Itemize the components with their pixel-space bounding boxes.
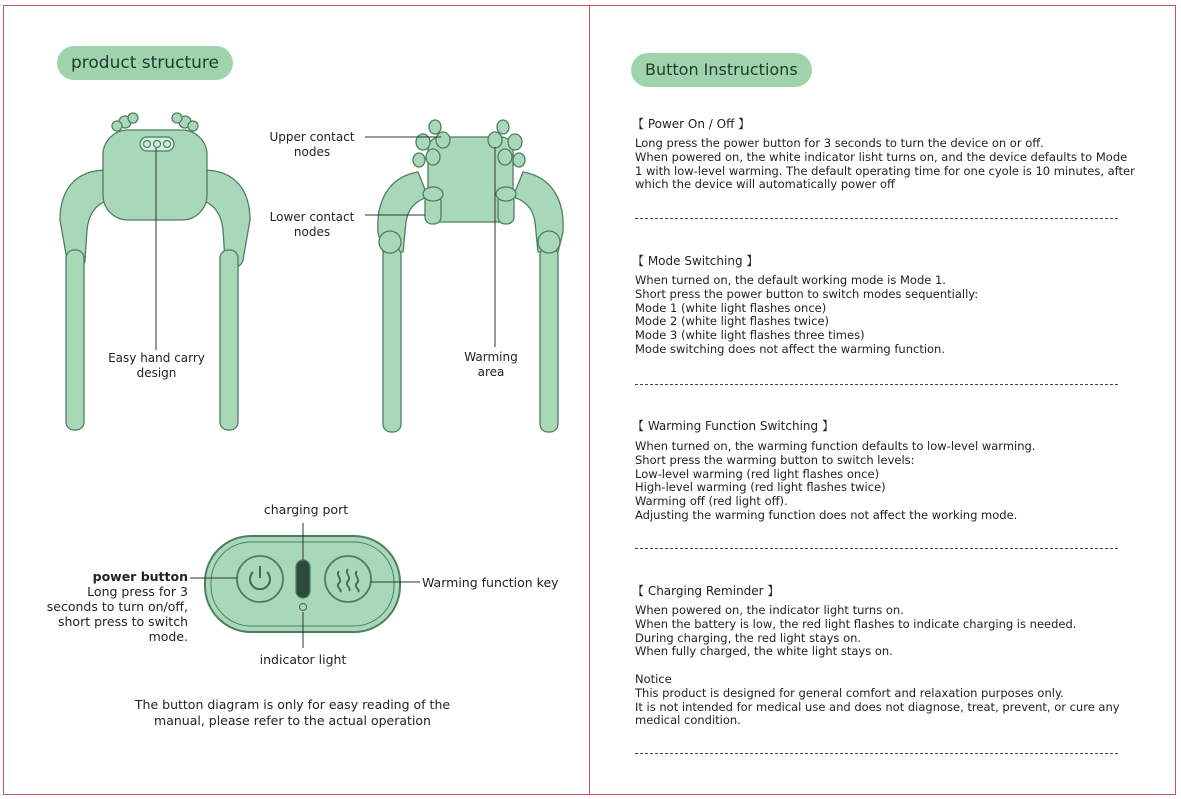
charging-port-label: charging port xyxy=(263,502,349,517)
footnote: The button diagram is only for easy reading of the manual, please refer to the actual operation xyxy=(134,697,451,728)
section-charging-body: When powered on, the indicator light turns on. When the battery is low, the red light flashes to indicate charging is needed. During charging, the red light stays on. When fully charged, the white light stays on. Notice This product is designed for general comfort and relaxation purposes only. It is not intended for medical use and does not diagnose, treat, prevent, or cure any medical condition. xyxy=(635,603,1120,728)
divider-dashed xyxy=(635,218,1118,219)
divider-dashed xyxy=(635,548,1118,549)
product-structure-title: product structure xyxy=(57,46,233,80)
divider-dashed xyxy=(635,384,1118,385)
warming-area-label: Warming area xyxy=(464,350,518,379)
button-panel-diagram xyxy=(180,520,440,650)
divider-dashed xyxy=(635,753,1118,754)
button-instructions-title: Button Instructions xyxy=(631,53,812,87)
section-power-heading: 【 Power On / Off 】 xyxy=(632,117,751,131)
indicator-light-label: indicator light xyxy=(259,652,347,667)
lower-contact-nodes-label: Lower contact nodes xyxy=(269,210,355,239)
section-charging-heading: 【 Charging Reminder 】 xyxy=(632,584,780,598)
section-warming-heading: 【 Warming Function Switching 】 xyxy=(632,419,834,433)
power-button-icon xyxy=(237,556,283,602)
center-divider xyxy=(589,5,590,795)
warming-key-label: Warming function key xyxy=(422,575,559,590)
power-button-label: power button Long press for 3 seconds to turn on/off, short press to switch mode. xyxy=(46,569,188,644)
device-back-view xyxy=(55,110,255,440)
section-warming-body: When turned on, the warming function defaults to low-level warming. Short press the warming button to switch levels: Low-level warming (red light flashes once) High-level warming (red light flashes twice) Warming off (red light off). Adjusting the warming function does not affect the working mode. xyxy=(635,439,1036,522)
device-front-view xyxy=(373,112,568,437)
upper-contact-nodes-label: Upper contact nodes xyxy=(269,130,355,159)
warming-key-icon xyxy=(325,556,371,602)
charging-port-icon xyxy=(296,560,310,598)
easy-hand-carry-label: Easy hand carry design xyxy=(108,351,205,380)
section-mode-body: When turned on, the default working mode is Mode 1. Short press the power button to switch modes sequentially: Mode 1 (white light flashes once) Mode 2 (white light flashes twice) Mode 3 (white light flashes three times) Mode switching does not affect the warming function. xyxy=(635,273,979,356)
section-power-body: Long press the power button for 3 seconds to turn the device on or off. When powered on, the white indicator lisht turns on, and the device defaults to Mode 1 with low-level warming. The default operating time for one cyole is 10 minutes, after which the device will automatically power off xyxy=(635,136,1135,192)
section-mode-heading: 【 Mode Switching 】 xyxy=(632,254,759,268)
